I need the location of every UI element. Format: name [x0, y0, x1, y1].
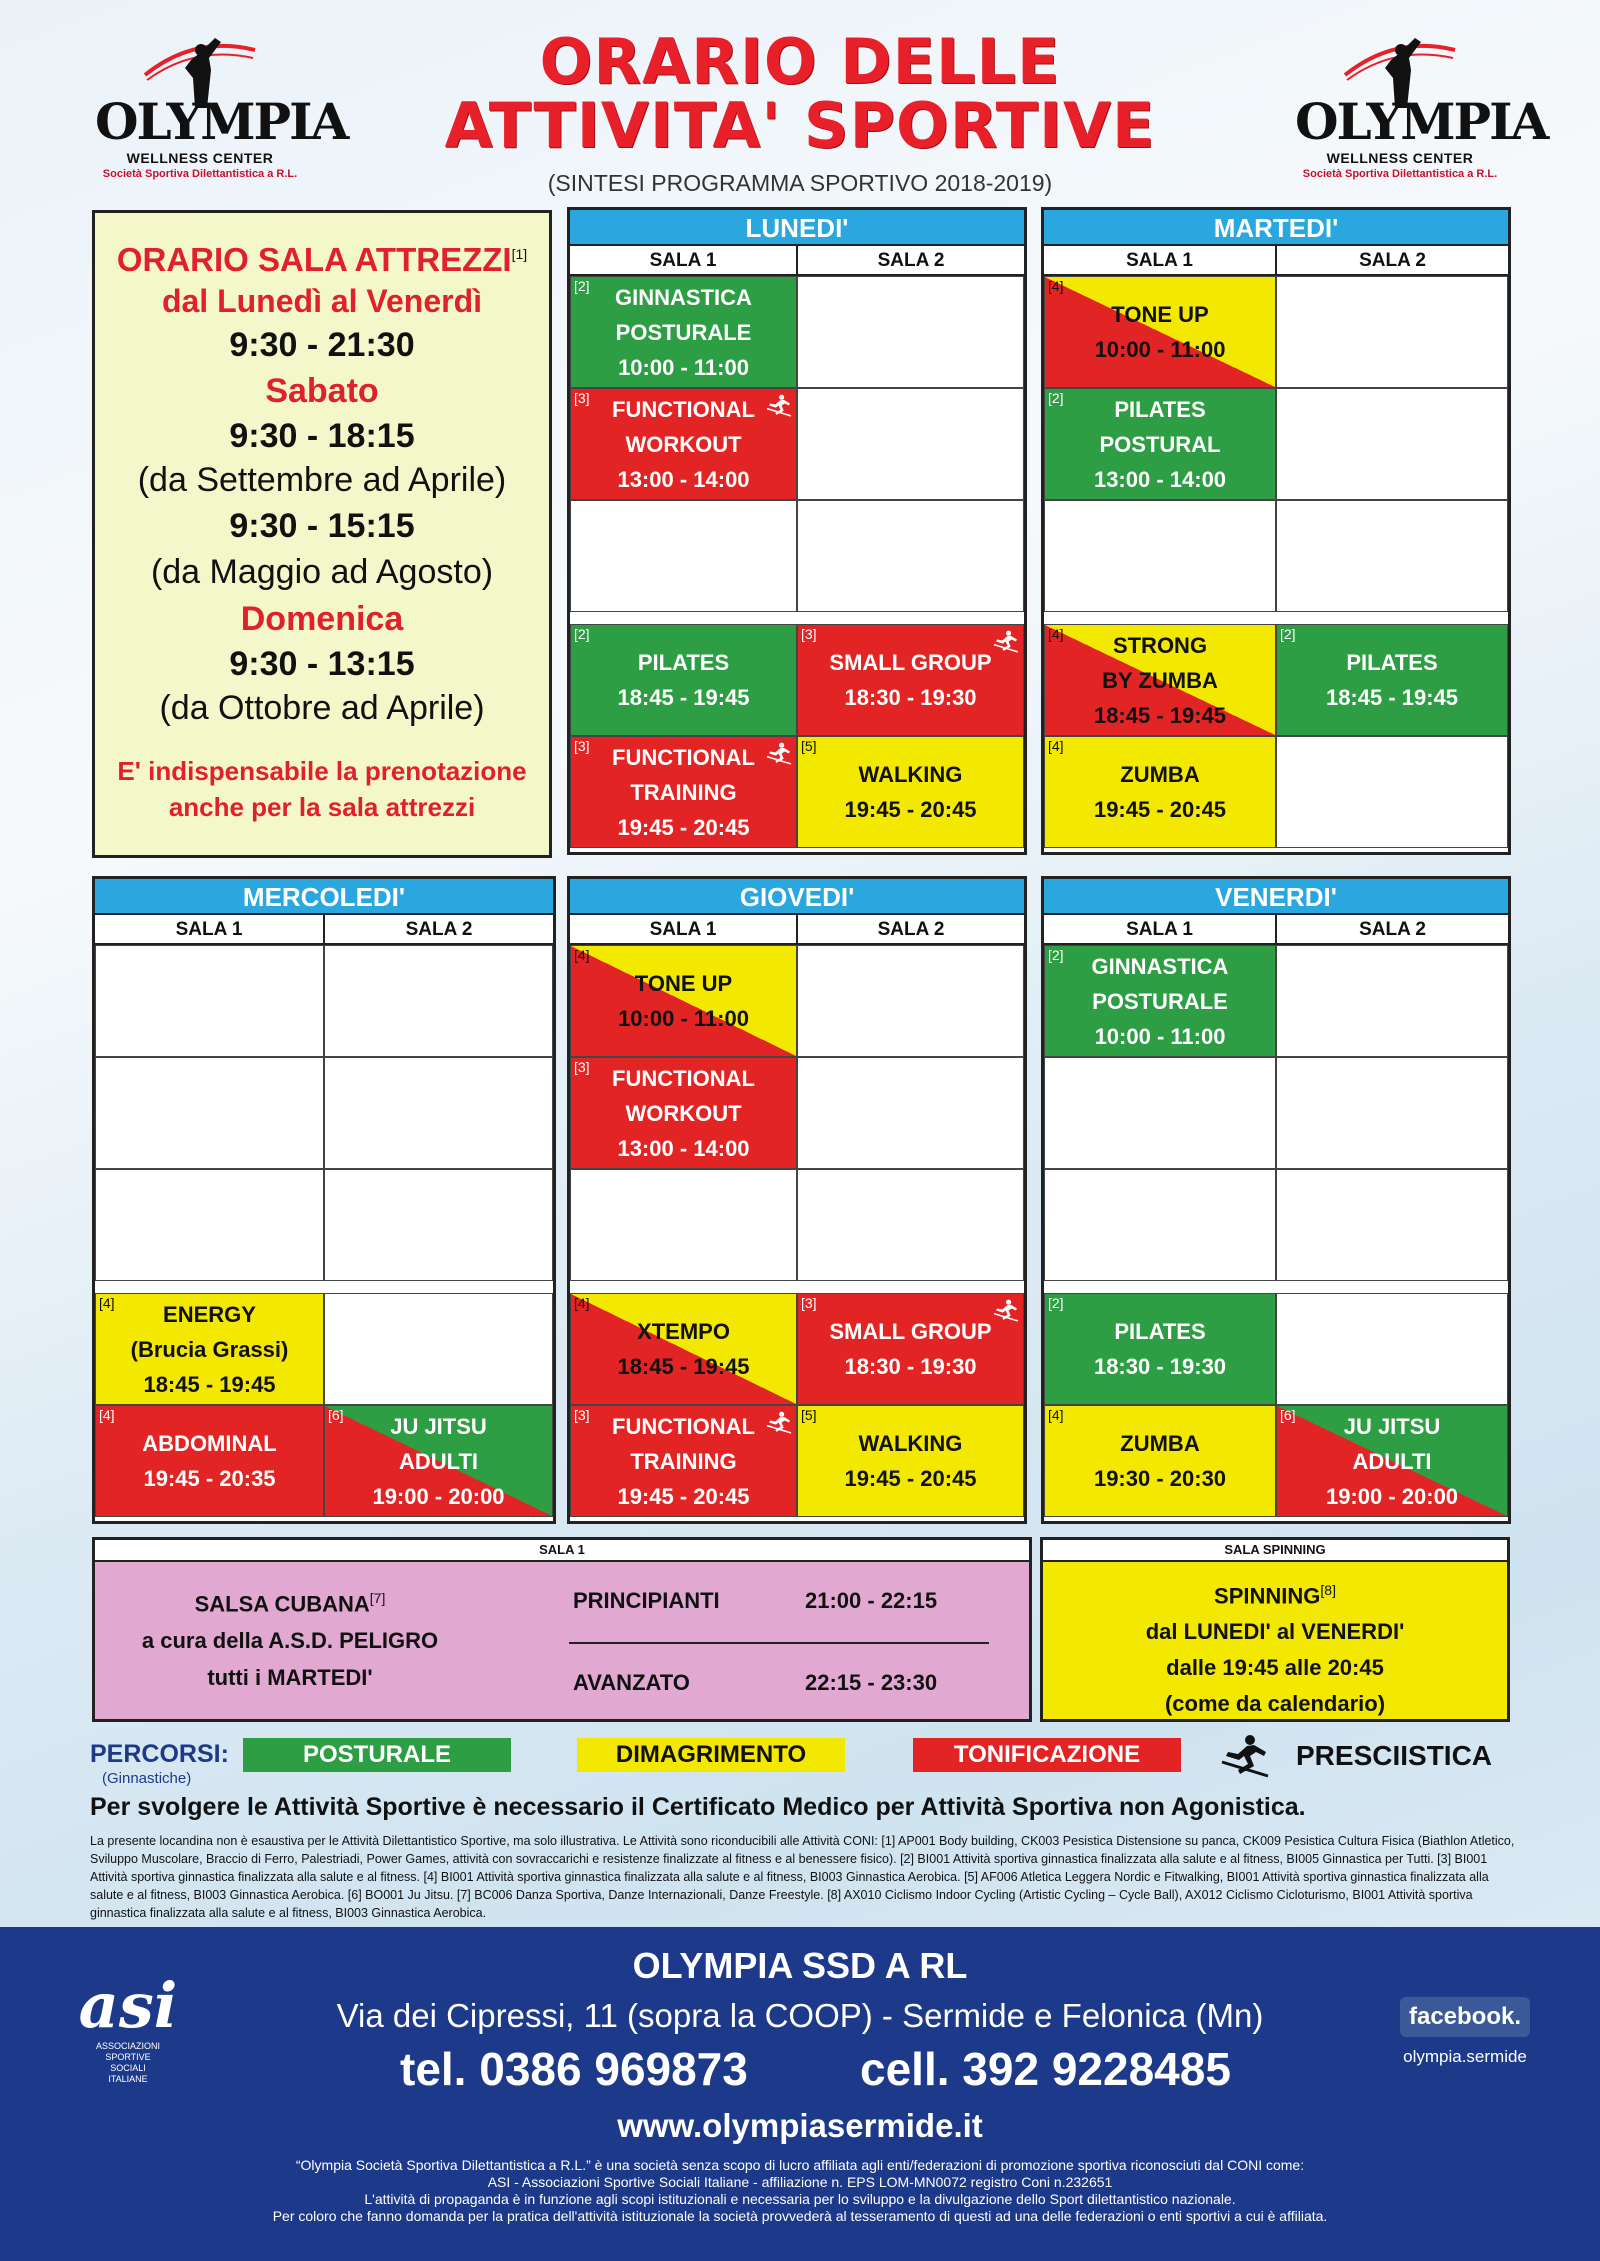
activity-ref: [2] [1048, 390, 1064, 406]
footer [0, 1927, 1600, 2261]
activity-ref: [2] [1280, 626, 1296, 642]
empty-slot [1044, 1057, 1276, 1169]
class-name: PILATES [1114, 396, 1206, 422]
sala-header [1044, 915, 1508, 945]
empty-slot [324, 945, 553, 1057]
class-name: JU JITSU [1343, 1413, 1441, 1439]
legend-label: PERCORSI: [90, 1740, 229, 1768]
class-slot [1276, 624, 1508, 736]
empty-slot [570, 1169, 797, 1281]
day-grid [570, 276, 1024, 848]
spinning-box-header: SALA SPINNING [1043, 1540, 1507, 1562]
class-slot [570, 276, 797, 388]
sala-header [570, 915, 1024, 945]
facebook-handle[interactable]: olympia.sermide [1403, 2047, 1527, 2066]
saturday-label: Sabato [265, 372, 379, 410]
empty-slot [324, 1057, 553, 1169]
class-name: ZUMBA [1120, 1431, 1200, 1456]
class-name: TONE UP [634, 971, 733, 996]
class-name: FUNCTIONAL [612, 396, 755, 422]
class-detail: TRAINING [630, 1448, 737, 1474]
class-slot [797, 624, 1024, 736]
class-name: ENERGY [163, 1301, 256, 1327]
class-detail: 10:00 - 11:00 [618, 1006, 749, 1031]
empty-slot [1276, 276, 1508, 388]
logo-right [1295, 30, 1548, 190]
activity-ref: [4] [99, 1295, 115, 1311]
class-slot [1044, 736, 1276, 848]
class-detail: 18:30 - 19:30 [1093, 1354, 1227, 1379]
spinning-box [1040, 1537, 1510, 1722]
logo-legal: Società Sportiva Dilettantistica a R.L. [1302, 168, 1498, 180]
sala-label: SALA 1 [1126, 919, 1193, 940]
class-detail: 19:45 - 20:45 [617, 814, 750, 840]
class-detail: 19:45 - 20:45 [1093, 797, 1227, 822]
legend-posturale: POSTURALE [243, 1738, 511, 1772]
class-detail: 19:45 - 20:45 [844, 1466, 977, 1491]
class-name: ABDOMINAL [142, 1431, 277, 1456]
empty-slot [1276, 945, 1508, 1057]
class-name: GINNASTICA [615, 284, 752, 310]
activity-ref: [3] [801, 626, 817, 642]
salsa-description: SALSA CUBANA[7] a cura della A.S.D. PELIGRO tutti i MARTEDI' [125, 1580, 455, 1696]
empty-slot [95, 945, 324, 1057]
day-header: LUNEDI' [570, 210, 1024, 246]
class-slot [1044, 276, 1276, 388]
booking-notice-1: E' indispensabile la prenotazione [117, 756, 527, 786]
class-name: GINNASTICA [1091, 953, 1229, 979]
class-slot [570, 388, 797, 500]
footer-company: OLYMPIA SSD A RL [632, 1945, 968, 1986]
class-detail: 18:30 - 19:30 [844, 685, 977, 710]
activity-ref: [3] [574, 1407, 590, 1423]
class-slot [570, 624, 797, 736]
spinning-hours: dalle 19:45 alle 20:45 [1166, 1655, 1384, 1681]
empty-slot [797, 1169, 1024, 1281]
empty-slot [797, 500, 1024, 612]
empty-slot [1276, 388, 1508, 500]
class-detail: 19:00 - 20:00 [1325, 1483, 1459, 1509]
class-slot [324, 1405, 553, 1517]
spinning-calendar-note: (come da calendario) [1164, 1691, 1386, 1717]
class-detail: 10:00 - 11:00 [618, 354, 749, 380]
empty-slot [324, 1293, 553, 1405]
logo-word: OLYMPIA [1295, 92, 1548, 151]
activity-ref: [4] [1048, 278, 1064, 294]
class-detail: WORKOUT [625, 1100, 742, 1126]
class-name: SMALL GROUP [829, 650, 992, 675]
class-slot [570, 945, 797, 1057]
footer-website[interactable]: www.olympiasermide.it [617, 2107, 983, 2144]
class-name: PILATES [1346, 650, 1438, 675]
class-detail: TRAINING [630, 779, 737, 805]
sala-label: SALA 2 [1275, 246, 1508, 274]
class-name: SMALL GROUP [829, 1319, 992, 1344]
class-detail: ADULTI [398, 1448, 479, 1474]
class-detail: 18:45 - 19:45 [1325, 685, 1459, 710]
empty-slot [1044, 500, 1276, 612]
class-name: FUNCTIONAL [612, 1065, 755, 1091]
spinning-description: SPINNING[8] dal LUNEDI' al VENERDI' dalle 19:45 alle 20:45 (come da calendario) [1043, 1572, 1507, 1722]
activity-ref: [4] [1048, 738, 1064, 754]
sala-label: SALA 2 [796, 246, 1024, 274]
class-name: PILATES [1114, 1319, 1206, 1344]
skier-icon [766, 392, 792, 427]
sala-header [570, 246, 1024, 276]
spinning-title: SPINNING [1214, 1583, 1321, 1609]
empty-slot [1044, 1169, 1276, 1281]
footer-cell: cell. 392 9228485 [860, 2043, 1231, 2095]
class-slot [570, 1057, 797, 1169]
activity-ref: [2] [574, 278, 590, 294]
empty-slot [797, 945, 1024, 1057]
day-table-mercoledi [92, 876, 556, 1524]
skier-icon [993, 1297, 1019, 1332]
empty-slot [1276, 500, 1508, 612]
logo-left [95, 30, 348, 190]
sala-label: SALA 1 [649, 250, 717, 271]
class-name: XTEMPO [637, 1319, 730, 1344]
salsa-time-beginners: 21:00 - 22:15 [805, 1588, 938, 1613]
saturday-period-2: (da Maggio ad Agosto) [150, 553, 494, 591]
class-detail: BY ZUMBA [1102, 667, 1218, 693]
page-title [330, 25, 1270, 162]
activity-ref: [4] [574, 947, 590, 963]
salsa-day: tutti i MARTEDI' [207, 1665, 373, 1691]
saturday-period-1: (da Settembre ad Aprile) [137, 461, 507, 499]
day-header: MARTEDI' [1044, 210, 1508, 246]
empty-slot [1276, 736, 1508, 848]
day-table-lunedi [567, 207, 1027, 855]
page-title-line1: ORARIO DELLE [539, 25, 1061, 98]
class-slot [95, 1293, 324, 1405]
class-detail: 13:00 - 14:00 [1093, 466, 1227, 492]
class-slot [570, 1293, 797, 1405]
legend-tonificazione: TONIFICAZIONE [913, 1738, 1181, 1772]
activity-ref: [5] [801, 1407, 817, 1423]
activity-ref: [4] [574, 1295, 590, 1311]
class-name: TONE UP [1111, 302, 1209, 327]
skier-icon [766, 740, 792, 775]
logo-subtitle: WELLNESS CENTER [1326, 150, 1474, 166]
sala-label: SALA 1 [175, 919, 243, 940]
class-detail: 19:45 - 20:45 [844, 797, 977, 822]
salsa-time-advanced: 22:15 - 23:30 [805, 1670, 938, 1695]
day-grid [1044, 945, 1508, 1517]
day-table-venerdi [1041, 876, 1511, 1524]
class-slot [1044, 388, 1276, 500]
salsa-organizer: a cura della A.S.D. PELIGRO [141, 1628, 439, 1654]
skier-icon [1220, 1732, 1270, 1778]
salsa-divider [569, 1642, 989, 1644]
footer-address: Via dei Cipressi, 11 (sopra la COOP) - Sermide e Felonica (Mn) [336, 1997, 1264, 2034]
weekday-hours: 9:30 - 21:30 [229, 326, 415, 364]
activity-ref: [4] [1048, 626, 1064, 642]
empty-slot [797, 1057, 1024, 1169]
empty-slot [1276, 1293, 1508, 1405]
class-detail: 19:45 - 20:35 [143, 1466, 276, 1491]
sunday-hours: 9:30 - 13:15 [229, 645, 415, 683]
class-detail: 19:00 - 20:00 [372, 1483, 505, 1509]
saturday-hours-1: 9:30 - 18:15 [229, 417, 415, 455]
day-table-giovedi [567, 876, 1027, 1524]
sala-label: SALA 2 [323, 915, 553, 943]
saturday-hours-2: 9:30 - 15:15 [229, 507, 415, 545]
class-slot [1276, 1405, 1508, 1517]
activity-ref: [4] [99, 1407, 115, 1423]
day-header: MERCOLEDI' [95, 879, 553, 915]
disclaimer-line: Per coloro che fanno domanda per la pratica dell'attività istituzionale la società provvederà al tesseramento di questi ad una delle federazioni o enti sportivi a cui è affiliata. [272, 2208, 1328, 2224]
gym-hours-title: ORARIO SALA ATTREZZI[1] [116, 241, 528, 278]
empty-slot [95, 1057, 324, 1169]
salsa-title: SALSA CUBANA [194, 1591, 370, 1617]
empty-slot [1276, 1169, 1508, 1281]
class-slot [1044, 1405, 1276, 1517]
empty-slot [1276, 1057, 1508, 1169]
day-header: VENERDI' [1044, 879, 1508, 915]
sunday-label: Domenica [240, 600, 404, 638]
class-name: FUNCTIONAL [612, 744, 755, 770]
logo-word: OLYMPIA [95, 92, 348, 151]
spinning-days: dal LUNEDI' al VENERDI' [1145, 1619, 1405, 1645]
empty-slot [324, 1169, 553, 1281]
activity-ref: [5] [801, 738, 817, 754]
class-detail: 10:00 - 11:00 [1094, 337, 1226, 362]
class-name: JU JITSU [390, 1413, 487, 1439]
activity-ref: [3] [574, 738, 590, 754]
class-slot [1044, 624, 1276, 736]
salsa-level-advanced: AVANZATO [573, 1670, 690, 1695]
class-detail: POSTURALE [615, 319, 752, 345]
class-slot [797, 1293, 1024, 1405]
medical-certificate-notice: Per svolgere le Attività Sportive è necessario il Certificato Medico per Attività Sportiva non Agonistica. [90, 1793, 1306, 1821]
class-detail: 18:45 - 19:45 [617, 685, 750, 710]
weekday-label: dal Lunedì al Venerdì [161, 283, 483, 319]
legend-presciistica: PRESCIISTICA [1296, 1740, 1493, 1771]
class-detail: 13:00 - 14:00 [617, 466, 750, 492]
skier-icon [993, 628, 1019, 663]
class-name: ZUMBA [1120, 762, 1200, 787]
class-detail: 18:45 - 19:45 [143, 1371, 276, 1397]
class-detail: POSTURALE [1092, 988, 1228, 1014]
sala-label: SALA 2 [796, 915, 1024, 943]
asi-logo [78, 1971, 178, 2085]
class-name: WALKING [858, 1431, 963, 1456]
salsa-box-header: SALA 1 [95, 1540, 1029, 1562]
sala-label: SALA 2 [1275, 915, 1508, 943]
activity-ref: [2] [574, 626, 590, 642]
coni-activity-notes: La presente locandina non è esaustiva per le Attività Dilettantistico Sportive, ma solo illustrativa. Le Attività sono riconducibili alle Attività CONI: [1] AP001 Body building, CK003 Pesistica Distensione su panca, CK009 Pesistica Cultura Fisica (Biathlon Atletico, Sviluppo Muscolare, Braccio di Ferro, Palestriadi, Power Games, attività con sovraccarichi e resistenze finalizzate al fitness e al benessere fisico). [2] BI001 Attività sportiva ginnastica finalizzata alla salute e al fitness, BI005 Ginnastica per Tutti. [3] BI001 Attività sportiva ginnastica finalizzata alla salute e al fitness. [4] BI001 Attività sportiva ginnastica finalizzata alla salute e al fitness, BI003 Ginnastica Aerobica. [5] AF006 Atletica Leggera Nordic e Fitwalking, BI001 Attività sportiva ginnastica finalizzata alla salute e al fitness, BI003 Ginnastica Aerobica. [6] BO001 Ju Jitsu. [7] BC006 Danza Sportiva, Danze Internazionali, Danze Freestyle. [8] AX010 Ciclismo Indoor Cycling (Artistic Cycling – Cycle Ball), AX012 Ciclismo Cicloturismo, BI001 Attività sportiva ginnastica finalizzata alla salute e al fitness, BI003 Ginnastica Aerobica. [90, 1834, 1515, 1920]
class-detail: 13:00 - 14:00 [617, 1135, 750, 1161]
legend-sublabel: (Ginnastiche) [102, 1770, 192, 1787]
gym-hours-box [92, 210, 552, 858]
day-header: GIOVEDI' [570, 879, 1024, 915]
class-slot [570, 1405, 797, 1517]
day-grid [1044, 276, 1508, 848]
disclaimer-line: “Olympia Società Sportiva Dilettantistica a R.L.” è una società senza scopo di lucro affiliata agli enti/federazioni di promozione sportiva riconosciuti dal CONI come: [295, 2157, 1305, 2173]
class-detail: (Brucia Grassi) [130, 1336, 289, 1362]
sunday-period: (da Ottobre ad Aprile) [159, 689, 485, 727]
sala-label: SALA 1 [1126, 250, 1193, 271]
legend-dimagrimento: DIMAGRIMENTO [577, 1738, 845, 1772]
activity-ref: [3] [574, 390, 590, 406]
disclaimer-line: L'attività di propaganda è in funzione agli scopi istituzionali e necessaria per lo sviluppo e la divulgazione dello Sport dilettantistico nazionale. [364, 2191, 1236, 2207]
class-name: PILATES [637, 650, 730, 675]
class-detail: 18:45 - 19:45 [617, 1354, 750, 1379]
empty-slot [797, 388, 1024, 500]
footer-disclaimer [0, 2157, 1600, 2225]
class-name: WALKING [858, 762, 963, 787]
day-table-martedi [1041, 207, 1511, 855]
class-detail: 19:45 - 20:45 [617, 1483, 750, 1509]
page-subtitle: (SINTESI PROGRAMMA SPORTIVO 2018-2019) [547, 170, 1053, 196]
salsa-level-beginners: PRINCIPIANTI [573, 1588, 720, 1613]
class-detail: ADULTI [1352, 1448, 1432, 1474]
activity-ref: [3] [801, 1295, 817, 1311]
legend [90, 1738, 1530, 1790]
booking-notice-2: anche per la sala attrezzi [168, 792, 476, 822]
disclaimer-line: ASI - Associazioni Sportive Sociali Italiane - affiliazione n. EPS LOM-MN0072 registro Coni n.232651 [487, 2174, 1113, 2190]
logo-legal: Società Sportiva Dilettantistica a R.L. [102, 168, 298, 180]
class-detail: 18:30 - 19:30 [844, 1354, 977, 1379]
asi-logo-subtitle: ASSOCIAZIONI SPORTIVE SOCIALI ITALIANE [95, 2041, 160, 2084]
asi-logo-word: asi [78, 1969, 178, 2042]
activity-ref: [2] [1048, 1295, 1064, 1311]
class-slot [570, 736, 797, 848]
empty-slot [570, 500, 797, 612]
class-detail: POSTURAL [1099, 431, 1221, 457]
class-detail: 10:00 - 11:00 [1094, 1023, 1226, 1049]
class-name: STRONG [1112, 632, 1208, 658]
salsa-box [92, 1537, 1032, 1722]
activity-ref: [4] [1048, 1407, 1064, 1423]
class-slot [797, 1405, 1024, 1517]
facebook-badge[interactable]: facebook. [1400, 1997, 1530, 2037]
sala-header [95, 915, 553, 945]
day-grid [570, 945, 1024, 1517]
activity-ref: [3] [574, 1059, 590, 1075]
sala-header [1044, 246, 1508, 276]
skier-icon [766, 1409, 792, 1444]
day-grid [95, 945, 553, 1517]
logo-subtitle: WELLNESS CENTER [126, 150, 274, 166]
empty-slot [95, 1169, 324, 1281]
class-slot [797, 736, 1024, 848]
activity-ref: [6] [328, 1407, 344, 1423]
class-detail: 19:30 - 20:30 [1093, 1466, 1227, 1491]
empty-slot [797, 276, 1024, 388]
class-slot [1044, 1293, 1276, 1405]
activity-ref: [6] [1280, 1407, 1296, 1423]
page-title-line2: ATTIVITA' SPORTIVE [444, 89, 1156, 162]
activity-ref: [2] [1048, 947, 1064, 963]
class-slot [95, 1405, 324, 1517]
class-detail: 18:45 - 19:45 [1093, 702, 1227, 728]
class-slot [1044, 945, 1276, 1057]
footer-tel: tel. 0386 969873 [400, 2043, 748, 2095]
class-detail: WORKOUT [625, 431, 742, 457]
class-name: FUNCTIONAL [612, 1413, 755, 1439]
sala-label: SALA 1 [649, 919, 717, 940]
